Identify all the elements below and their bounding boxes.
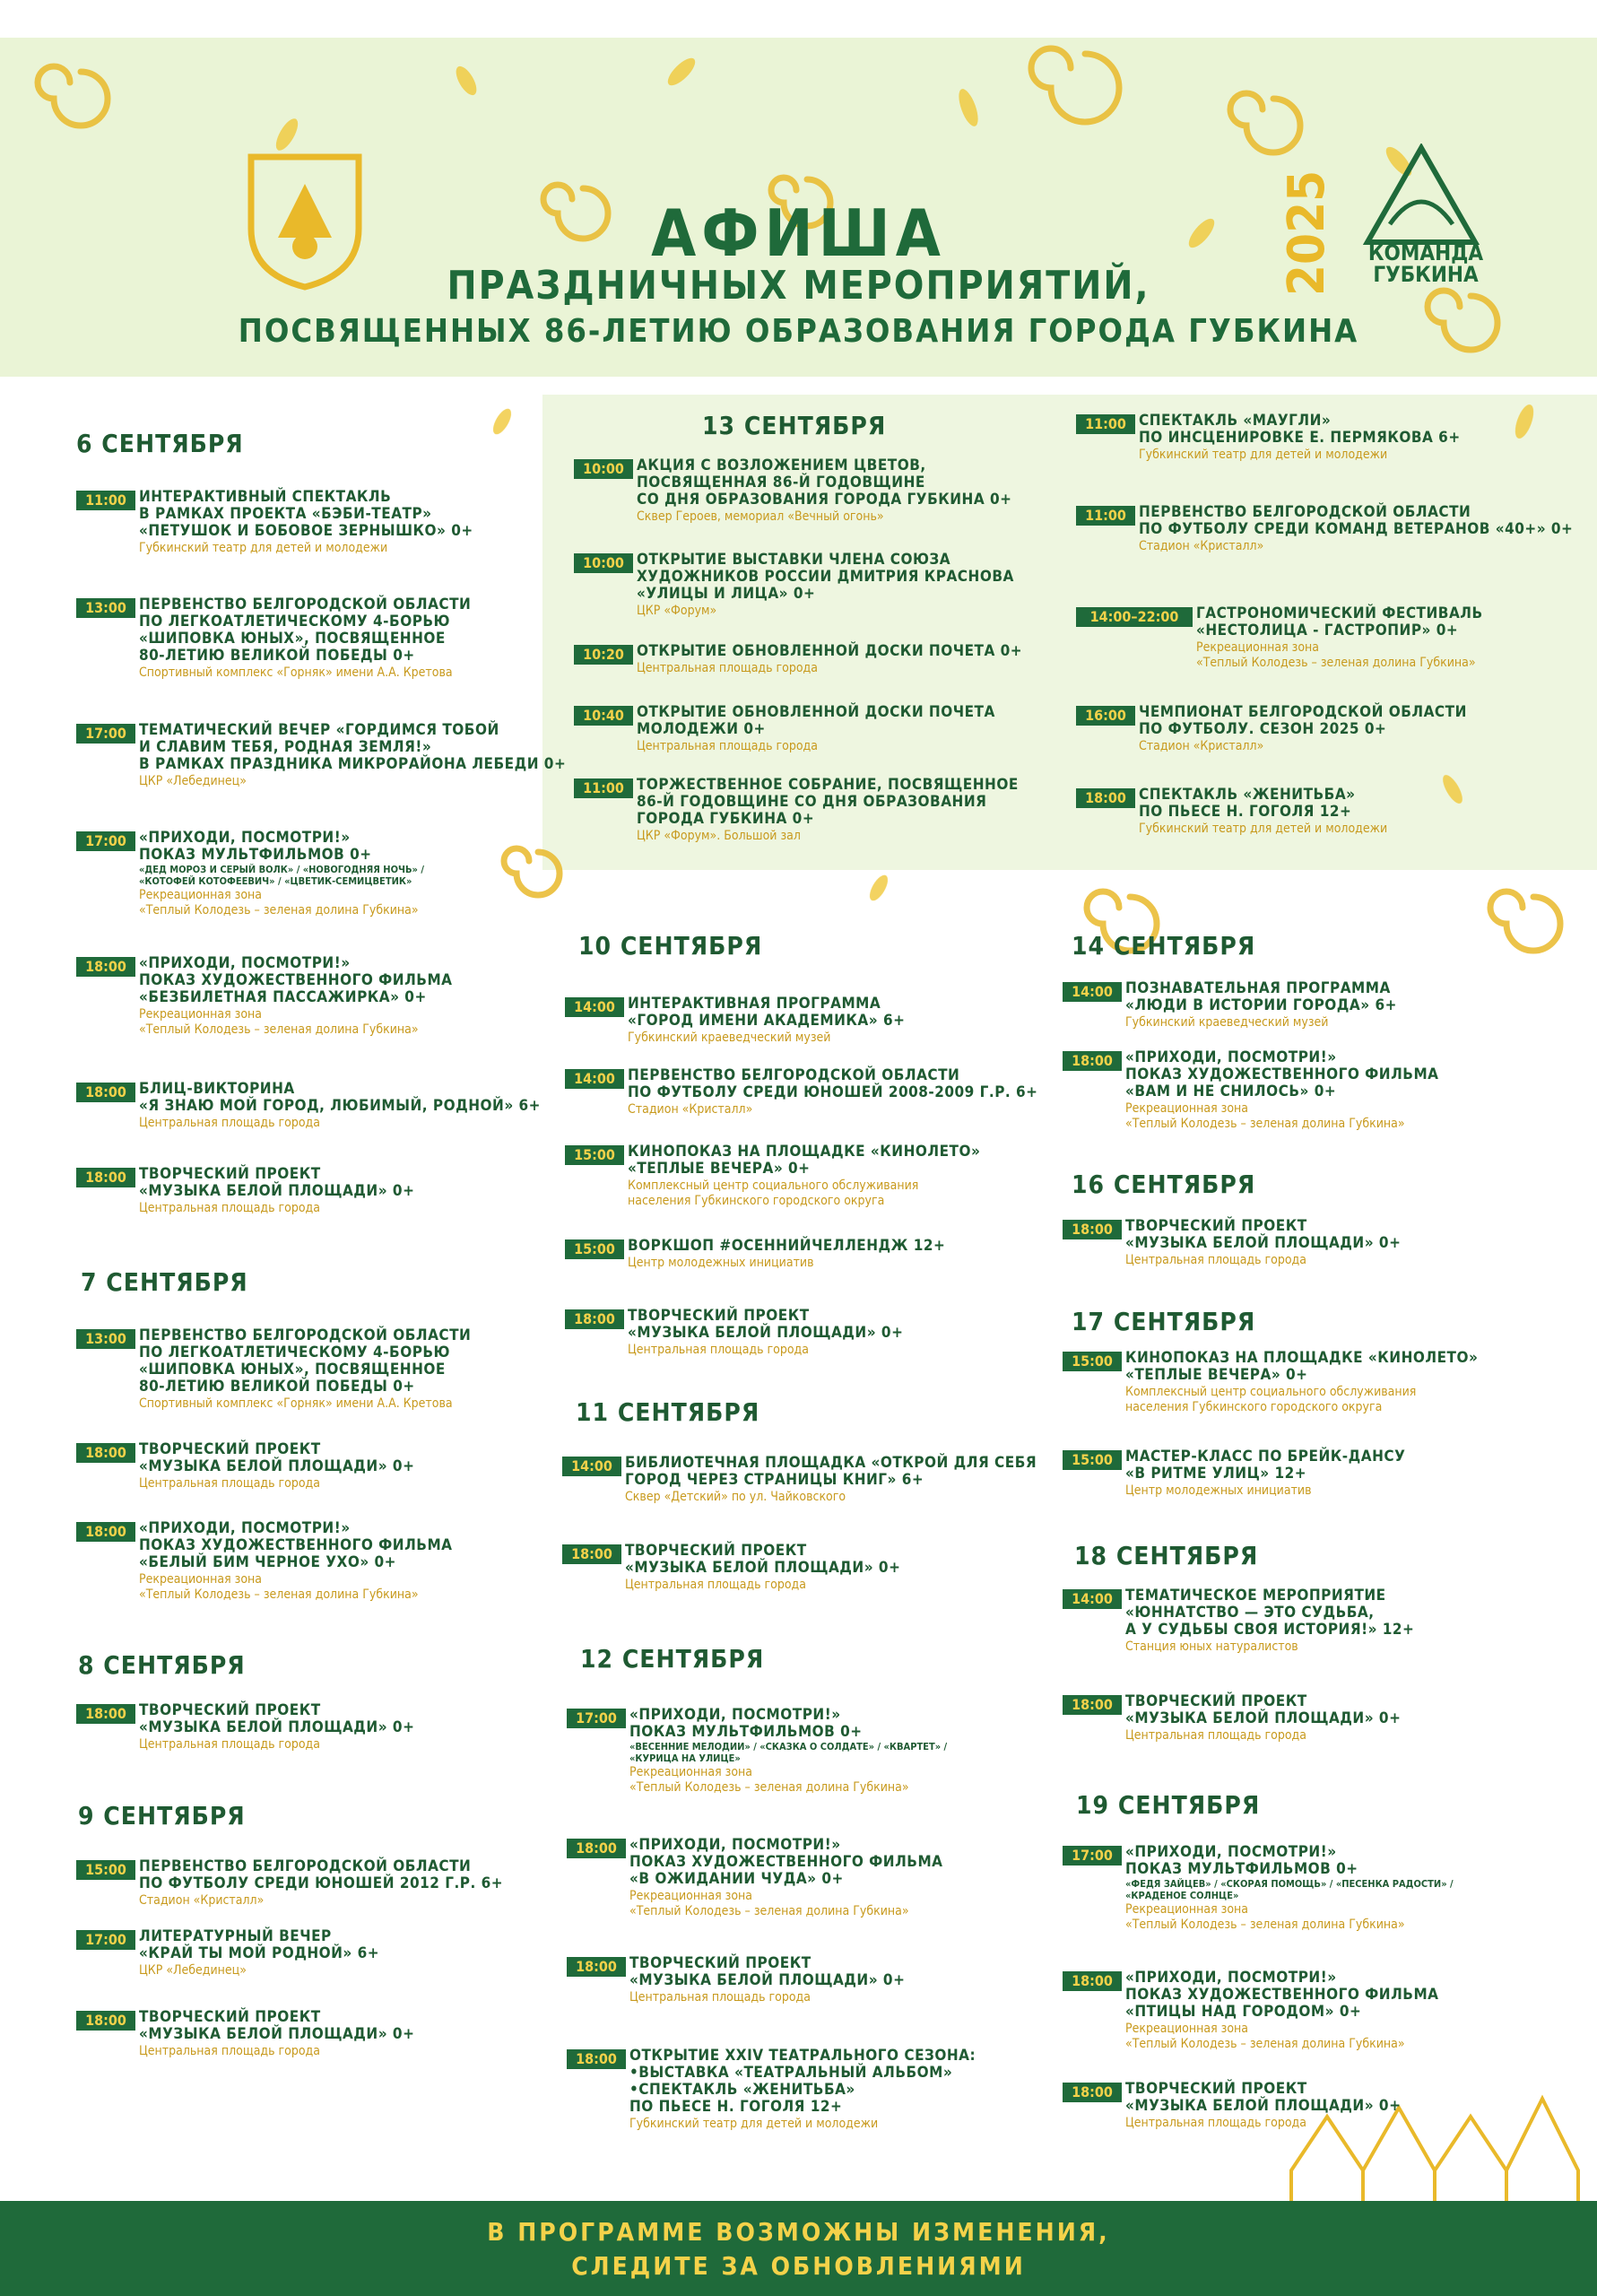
event-venue: Комплексный центр социального обслуживания населения Губкинского городского округа bbox=[1125, 1385, 1417, 1414]
event-venue: ЦКР «Форум». Большой зал bbox=[637, 829, 801, 843]
event-venue: Рекреационная зона «Теплый Колодезь – зеленая долина Губкина» bbox=[139, 1572, 419, 1602]
event-item bbox=[76, 1928, 641, 1979]
event-venue: Губкинский театр для детей и молодежи bbox=[1139, 822, 1388, 836]
event-venue: Рекреационная зона «Теплый Колодезь – зеленая долина Губкина» bbox=[629, 1765, 909, 1795]
event-time-badge: 13:00 bbox=[76, 598, 135, 618]
event-venue: ЦКР «Лебединец» bbox=[139, 774, 247, 788]
event-time-badge: 13:00 bbox=[76, 1329, 135, 1349]
event-venue: Рекреационная зона «Теплый Колодезь – зеленая долина Губкина» bbox=[1125, 1101, 1405, 1131]
event-time-badge: 17:00 bbox=[1063, 1846, 1122, 1866]
event-venue: Центральная площадь города bbox=[1125, 1253, 1306, 1267]
event-item bbox=[574, 457, 1139, 525]
event-time-badge: 15:00 bbox=[565, 1239, 624, 1259]
event-venue: Сквер Героев, мемориал «Вечный огонь» bbox=[637, 509, 884, 524]
event-time-badge: 15:00 bbox=[1063, 1352, 1122, 1371]
event-item bbox=[567, 2048, 1132, 2132]
event-item bbox=[1076, 787, 1597, 837]
event-time-badge: 15:00 bbox=[1063, 1450, 1122, 1470]
event-title: БЛИЦ-ВИКТОРИНА «Я ЗНАЮ МОЙ ГОРОД, ЛЮБИМЫЙ, РОДНОЙ» 6+ bbox=[139, 1080, 541, 1115]
event-item bbox=[1063, 1693, 1597, 1744]
day-heading: 11 СЕНТЯБРЯ bbox=[576, 1397, 760, 1427]
event-title: ЧЕМПИОНАТ БЕЛГОРОДСКОЙ ОБЛАСТИ ПО ФУТБОЛУ. СЕЗОН 2025 0+ bbox=[1139, 703, 1467, 738]
event-venue: Центр молодежных инициатив bbox=[628, 1256, 814, 1270]
year-badge: 2025 bbox=[1278, 170, 1336, 296]
event-time-badge: 18:00 bbox=[567, 1957, 626, 1977]
event-venue: Стадион «Кристалл» bbox=[139, 1893, 265, 1908]
event-venue: Центральная площадь города bbox=[1125, 1728, 1306, 1743]
event-venue: Рекреационная зона «Теплый Колодезь – зеленая долина Губкина» bbox=[1125, 2022, 1405, 2051]
event-venue: Губкинский краеведческий музей bbox=[628, 1031, 831, 1045]
event-item bbox=[1076, 704, 1597, 754]
event-title: ГАСТРОНОМИЧЕСКИЙ ФЕСТИВАЛЬ «НЕСТОЛИЦА - ГАСТРОПИР» 0+ bbox=[1196, 604, 1483, 639]
event-title: «ПРИХОДИ, ПОСМОТРИ!» ПОКАЗ ХУДОЖЕСТВЕННОГО ФИЛЬМА «ВАМ И НЕ СНИЛОСЬ» 0+ bbox=[1125, 1048, 1439, 1100]
day-heading: 9 СЕНТЯБРЯ bbox=[78, 1801, 246, 1831]
event-venue: ЦКР «Форум» bbox=[637, 604, 717, 618]
event-item bbox=[565, 996, 1130, 1046]
day-heading: 8 СЕНТЯБРЯ bbox=[78, 1650, 246, 1680]
event-title: «ПРИХОДИ, ПОСМОТРИ!» ПОКАЗ МУЛЬТФИЛЬМОВ 0+ bbox=[629, 1706, 863, 1741]
event-venue: Центральная площадь города bbox=[637, 661, 818, 675]
event-item bbox=[567, 1955, 1132, 2005]
event-item bbox=[574, 704, 1139, 754]
event-time-badge: 18:00 bbox=[1063, 1695, 1122, 1715]
event-time-badge: 18:00 bbox=[1063, 1971, 1122, 1991]
day-heading: 19 СЕНТЯБРЯ bbox=[1076, 1790, 1261, 1820]
event-time-badge: 11:00 bbox=[1076, 506, 1135, 526]
event-venue: Центральная площадь города bbox=[637, 739, 818, 753]
event-time-badge: 14:00–22:00 bbox=[1076, 607, 1193, 627]
event-title: ТВОРЧЕСКИЙ ПРОЕКТ «МУЗЫКА БЕЛОЙ ПЛОЩАДИ» 0+ bbox=[1125, 1217, 1402, 1252]
event-title: ПЕРВЕНСТВО БЕЛГОРОДСКОЙ ОБЛАСТИ ПО ФУТБОЛУ СРЕДИ ЮНОШЕЙ 2012 Г.Р. 6+ bbox=[139, 1857, 504, 1892]
event-venue: Комплексный центр социального обслуживания населения Губкинского городского округа bbox=[628, 1178, 919, 1208]
event-time-badge: 14:00 bbox=[562, 1457, 621, 1476]
event-title: «ПРИХОДИ, ПОСМОТРИ!» ПОКАЗ МУЛЬТФИЛЬМОВ 0+ bbox=[139, 829, 372, 864]
event-venue: ЦКР «Лебединец» bbox=[139, 1963, 247, 1978]
event-title: ОТКРЫТИЕ ОБНОВЛЕННОЙ ДОСКИ ПОЧЕТА МОЛОДЕЖИ 0+ bbox=[637, 703, 995, 738]
page-subtitle-2: ПОСВЯЩЕННЫХ 86-ЛЕТИЮ ОБРАЗОВАНИЯ ГОРОДА ГУБКИНА bbox=[238, 313, 1359, 350]
event-time-badge: 11:00 bbox=[76, 491, 135, 510]
event-time-badge: 14:00 bbox=[1063, 982, 1122, 1002]
event-title: ТВОРЧЕСКИЙ ПРОЕКТ «МУЗЫКА БЕЛОЙ ПЛОЩАДИ» 0+ bbox=[139, 1440, 415, 1475]
event-title: ТВОРЧЕСКИЙ ПРОЕКТ «МУЗЫКА БЕЛОЙ ПЛОЩАДИ» 0+ bbox=[625, 1542, 901, 1577]
event-item bbox=[1063, 2081, 1597, 2131]
event-title: ТЕМАТИЧЕСКОЕ МЕРОПРИЯТИЕ «ЮННАТСТВО — ЭТО СУДЬБА, А У СУДЬБЫ СВОЯ ИСТОРИЯ!» 12+ bbox=[1125, 1587, 1415, 1639]
page-title: АФИША bbox=[651, 196, 946, 271]
footer-line-1: В ПРОГРАММЕ ВОЗМОЖНЫ ИЗМЕНЕНИЯ, bbox=[487, 2217, 1110, 2247]
event-venue: Спортивный комплекс «Горняк» имени А.А. Кретова bbox=[139, 665, 453, 680]
event-title: ТВОРЧЕСКИЙ ПРОЕКТ «МУЗЫКА БЕЛОЙ ПЛОЩАДИ» 0+ bbox=[139, 2008, 415, 2043]
event-time-badge: 18:00 bbox=[76, 1443, 135, 1463]
event-time-badge: 10:00 bbox=[574, 459, 633, 479]
event-time-badge: 18:00 bbox=[565, 1309, 624, 1329]
event-item bbox=[1063, 1350, 1597, 1415]
event-venue: Рекреационная зона «Теплый Колодезь – зеленая долина Губкина» bbox=[139, 1007, 419, 1037]
event-venue: Рекреационная зона «Теплый Колодезь – зеленая долина Губкина» bbox=[1196, 640, 1476, 670]
event-item bbox=[574, 777, 1139, 844]
day-heading: 10 СЕНТЯБРЯ bbox=[578, 931, 763, 961]
event-item bbox=[1063, 1587, 1597, 1655]
event-item bbox=[76, 1441, 641, 1492]
event-title: МАСТЕР-КЛАСС ПО БРЕЙК-ДАНСУ «В РИТМЕ УЛИЦ» 12+ bbox=[1125, 1448, 1406, 1483]
event-item bbox=[562, 1543, 1127, 1593]
event-time-badge: 17:00 bbox=[76, 1930, 135, 1950]
event-time-badge: 18:00 bbox=[1063, 1051, 1122, 1071]
event-time-badge: 18:00 bbox=[562, 1544, 621, 1564]
event-item bbox=[76, 1081, 641, 1131]
day-heading: 14 СЕНТЯБРЯ bbox=[1072, 931, 1256, 961]
event-time-badge: 18:00 bbox=[76, 1083, 135, 1102]
event-title: ТВОРЧЕСКИЙ ПРОЕКТ «МУЗЫКА БЕЛОЙ ПЛОЩАДИ» 0+ bbox=[139, 1165, 415, 1200]
event-time-badge: 16:00 bbox=[1076, 706, 1135, 726]
event-item bbox=[1063, 1049, 1597, 1132]
event-time-badge: 10:00 bbox=[574, 553, 633, 573]
event-title: ТВОРЧЕСКИЙ ПРОЕКТ «МУЗЫКА БЕЛОЙ ПЛОЩАДИ» 0+ bbox=[628, 1307, 904, 1342]
event-title: СПЕКТАКЛЬ «МАУГЛИ» ПО ИНСЦЕНИРОВКЕ Е. ПЕРМЯКОВА 6+ bbox=[1139, 412, 1461, 447]
event-title: КИНОПОКАЗ НА ПЛОЩАДКЕ «КИНОЛЕТО» «ТЕПЛЫЕ ВЕЧЕРА» 0+ bbox=[1125, 1349, 1479, 1384]
event-time-badge: 10:20 bbox=[574, 645, 633, 665]
event-item bbox=[574, 643, 1139, 676]
event-venue: Центральная площадь города bbox=[628, 1343, 809, 1357]
day-heading: 12 СЕНТЯБРЯ bbox=[580, 1644, 765, 1674]
event-item bbox=[567, 1707, 1132, 1796]
event-time-badge: 18:00 bbox=[1063, 2083, 1122, 2102]
event-item bbox=[567, 1837, 1132, 1919]
event-venue: Стадион «Кристалл» bbox=[1139, 739, 1264, 753]
event-item bbox=[76, 2009, 641, 2059]
event-venue: Рекреационная зона «Теплый Колодезь – зеленая долина Губкина» bbox=[139, 888, 419, 918]
event-title: ОТКРЫТИЕ XXIV ТЕАТРАЛЬНОГО СЕЗОНА: •ВЫСТАВКА «ТЕАТРАЛЬНЫЙ АЛЬБОМ» •СПЕКТАКЛЬ «ЖЕНИТЬБА» ПО ПЬЕСЕ Н. ГОГОЛЯ 12+ bbox=[629, 2047, 976, 2116]
event-title: ИНТЕРАКТИВНАЯ ПРОГРАММА «ГОРОД ИМЕНИ АКАДЕМИКА» 6+ bbox=[628, 995, 906, 1030]
event-time-badge: 18:00 bbox=[567, 1839, 626, 1858]
event-item bbox=[76, 1327, 641, 1412]
event-title: ОТКРЫТИЕ ВЫСТАВКИ ЧЛЕНА СОЮЗА ХУДОЖНИКОВ РОССИИ ДМИТРИЯ КРАСНОВА «УЛИЦЫ И ЛИЦА» 0+ bbox=[637, 551, 1014, 603]
event-title: ТВОРЧЕСКИЙ ПРОЕКТ «МУЗЫКА БЕЛОЙ ПЛОЩАДИ» 0+ bbox=[629, 1954, 906, 1989]
event-time-badge: 10:40 bbox=[574, 706, 633, 726]
event-item bbox=[1063, 1844, 1597, 1933]
day-heading: 7 СЕНТЯБРЯ bbox=[81, 1267, 248, 1297]
page-subtitle-1: ПРАЗДНИЧНЫХ МЕРОПРИЯТИЙ, bbox=[447, 263, 1150, 309]
event-title: ПЕРВЕНСТВО БЕЛГОРОДСКОЙ ОБЛАСТИ ПО ФУТБОЛУ СРЕДИ ЮНОШЕЙ 2008-2009 Г.Р. 6+ bbox=[628, 1066, 1038, 1101]
event-item bbox=[565, 1144, 1130, 1209]
event-title: «ПРИХОДИ, ПОСМОТРИ!» ПОКАЗ ХУДОЖЕСТВЕННОГО ФИЛЬМА «БЕЗБИЛЕТНАЯ ПАССАЖИРКА» 0+ bbox=[139, 954, 453, 1006]
event-item bbox=[1063, 1448, 1597, 1499]
event-item bbox=[76, 722, 641, 789]
day-heading: 6 СЕНТЯБРЯ bbox=[76, 429, 244, 458]
event-title: СПЕКТАКЛЬ «ЖЕНИТЬБА» ПО ПЬЕСЕ Н. ГОГОЛЯ 12+ bbox=[1139, 786, 1356, 821]
footer-banner bbox=[0, 2201, 1597, 2296]
event-item bbox=[76, 596, 641, 681]
event-venue: Губкинский театр для детей и молодежи bbox=[629, 2117, 879, 2131]
event-time-badge: 18:00 bbox=[76, 1522, 135, 1542]
footer-line-2: СЛЕДИТЕ ЗА ОБНОВЛЕНИЯМИ bbox=[571, 2251, 1026, 2281]
event-time-badge: 18:00 bbox=[567, 2049, 626, 2069]
event-venue: Центральная площадь города bbox=[139, 1737, 320, 1752]
event-title: ИНТЕРАКТИВНЫЙ СПЕКТАКЛЬ В РАМКАХ ПРОЕКТА «БЭБИ-ТЕАТР» «ПЕТУШОК И БОБОВОЕ ЗЕРНЫШКО» 0+ bbox=[139, 488, 473, 540]
event-time-badge: 18:00 bbox=[76, 1168, 135, 1187]
event-item bbox=[1063, 1970, 1597, 2052]
event-title: ОТКРЫТИЕ ОБНОВЛЕННОЙ ДОСКИ ПОЧЕТА 0+ bbox=[637, 642, 1023, 660]
event-item bbox=[76, 1166, 641, 1216]
event-venue: Сквер «Детский» по ул. Чайковского bbox=[625, 1490, 846, 1504]
event-title: ТОРЖЕСТВЕННОЕ СОБРАНИЕ, ПОСВЯЩЕННОЕ 86-Й ГОДОВЩИНЕ СО ДНЯ ОБРАЗОВАНИЯ ГОРОДА ГУБКИНА 0+ bbox=[637, 776, 1019, 828]
event-venue: Рекреационная зона «Теплый Колодезь – зеленая долина Губкина» bbox=[629, 1889, 909, 1918]
event-venue: Стадион «Кристалл» bbox=[1139, 539, 1264, 553]
event-item bbox=[1076, 605, 1597, 671]
event-time-badge: 15:00 bbox=[76, 1860, 135, 1880]
event-title: КИНОПОКАЗ НА ПЛОЩАДКЕ «КИНОЛЕТО» «ТЕПЛЫЕ ВЕЧЕРА» 0+ bbox=[628, 1143, 981, 1178]
event-time-badge: 11:00 bbox=[1076, 414, 1135, 434]
event-time-badge: 17:00 bbox=[567, 1709, 626, 1728]
event-title: ПЕРВЕНСТВО БЕЛГОРОДСКОЙ ОБЛАСТИ ПО ФУТБОЛУ СРЕДИ КОМАНД ВЕТЕРАНОВ «40+» 0+ bbox=[1139, 503, 1574, 538]
event-item bbox=[76, 489, 641, 556]
event-venue: Центральная площадь города bbox=[629, 1990, 811, 2005]
event-title: ТВОРЧЕСКИЙ ПРОЕКТ «МУЗЫКА БЕЛОЙ ПЛОЩАДИ» 0+ bbox=[1125, 1692, 1402, 1727]
event-subtitle: «ФЕДЯ ЗАЙЦЕВ» / «СКОРАЯ ПОМОЩЬ» / «ПЕСЕНКА РАДОСТИ» / «КРАДЕНОЕ СОЛНЦЕ» bbox=[1125, 1878, 1454, 1901]
event-venue: Центральная площадь города bbox=[139, 2044, 320, 2058]
event-time-badge: 17:00 bbox=[76, 831, 135, 851]
event-subtitle: «ВЕСЕННИЕ МЕЛОДИИ» / «СКАЗКА О СОЛДАТЕ» / «КВАРТЕТ» / «КУРИЦА НА УЛИЦЕ» bbox=[629, 1741, 948, 1764]
event-item bbox=[562, 1455, 1127, 1505]
event-title: ВОРКШОП #ОСЕННИЙЧЕЛЛЕНДЖ 12+ bbox=[628, 1237, 946, 1255]
event-venue: Центральная площадь города bbox=[139, 1201, 320, 1215]
event-title: БИБЛИОТЕЧНАЯ ПЛОЩАДКА «ОТКРОЙ ДЛЯ СЕБЯ ГОРОД ЧЕРЕЗ СТРАНИЦЫ КНИГ» 6+ bbox=[625, 1454, 1037, 1489]
event-item bbox=[1076, 504, 1597, 554]
event-item bbox=[76, 1858, 641, 1909]
event-venue: Центр молодежных инициатив bbox=[1125, 1483, 1312, 1498]
event-item bbox=[76, 830, 641, 918]
event-item bbox=[565, 1238, 1130, 1271]
event-item bbox=[565, 1308, 1130, 1358]
team-logo-text: КОМАНДА ГУБКИНА bbox=[1367, 240, 1484, 287]
event-venue: Станция юных натуралистов bbox=[1125, 1639, 1298, 1654]
event-title: ЛИТЕРАТУРНЫЙ ВЕЧЕР «КРАЙ ТЫ МОЙ РОДНОЙ» 6+ bbox=[139, 1927, 380, 1962]
event-time-badge: 18:00 bbox=[1063, 1220, 1122, 1239]
event-venue: Губкинский театр для детей и молодежи bbox=[1139, 448, 1388, 462]
event-item bbox=[1076, 413, 1597, 463]
event-title: ПОЗНАВАТЕЛЬНАЯ ПРОГРАММА «ЛЮДИ В ИСТОРИИ ГОРОДА» 6+ bbox=[1125, 979, 1397, 1014]
event-venue: Спортивный комплекс «Горняк» имени А.А. Кретова bbox=[139, 1396, 453, 1411]
event-venue: Губкинский театр для детей и молодежи bbox=[139, 541, 388, 555]
event-time-badge: 17:00 bbox=[76, 724, 135, 744]
day-heading: 17 СЕНТЯБРЯ bbox=[1072, 1307, 1256, 1336]
event-time-badge: 18:00 bbox=[76, 957, 135, 977]
event-venue: Стадион «Кристалл» bbox=[628, 1102, 753, 1117]
event-item bbox=[574, 552, 1139, 619]
day-heading: 18 СЕНТЯБРЯ bbox=[1074, 1541, 1259, 1570]
event-item bbox=[76, 1702, 641, 1752]
event-item bbox=[1063, 980, 1597, 1031]
event-title: ТЕМАТИЧЕСКИЙ ВЕЧЕР «ГОРДИМСЯ ТОБОЙ И СЛАВИМ ТЕБЯ, РОДНАЯ ЗЕМЛЯ!» В РАМКАХ ПРАЗДНИКА МИКРОРАЙОНА ЛЕБЕДИ 0+ bbox=[139, 721, 567, 773]
event-venue: Центральная площадь города bbox=[1125, 2116, 1306, 2130]
event-title: ТВОРЧЕСКИЙ ПРОЕКТ «МУЗЫКА БЕЛОЙ ПЛОЩАДИ» 0+ bbox=[1125, 2080, 1402, 2115]
event-time-badge: 14:00 bbox=[565, 1069, 624, 1089]
event-time-badge: 15:00 bbox=[565, 1145, 624, 1165]
event-venue: Центральная площадь города bbox=[139, 1476, 320, 1491]
event-item bbox=[565, 1067, 1130, 1118]
event-title: «ПРИХОДИ, ПОСМОТРИ!» ПОКАЗ ХУДОЖЕСТВЕННОГО ФИЛЬМА «БЕЛЫЙ БИМ ЧЕРНОЕ УХО» 0+ bbox=[139, 1519, 453, 1571]
day-heading: 16 СЕНТЯБРЯ bbox=[1072, 1170, 1256, 1199]
event-time-badge: 14:00 bbox=[565, 997, 624, 1017]
event-item bbox=[76, 955, 641, 1038]
event-venue: Центральная площадь города bbox=[625, 1578, 806, 1592]
event-time-badge: 18:00 bbox=[1076, 788, 1135, 808]
event-title: «ПРИХОДИ, ПОСМОТРИ!» ПОКАЗ ХУДОЖЕСТВЕННОГО ФИЛЬМА «В ОЖИДАНИИ ЧУДА» 0+ bbox=[629, 1836, 943, 1888]
event-title: ПЕРВЕНСТВО БЕЛГОРОДСКОЙ ОБЛАСТИ ПО ЛЕГКОАТЛЕТИЧЕСКОМУ 4-БОРЬЮ «ШИПОВКА ЮНЫХ», ПОСВЯЩЕННОЕ 80-ЛЕТИЮ ВЕЛИКОЙ ПОБЕДЫ 0+ bbox=[139, 596, 472, 665]
event-title: АКЦИЯ С ВОЗЛОЖЕНИЕМ ЦВЕТОВ, ПОСВЯЩЕННАЯ 86-Й ГОДОВЩИНЕ СО ДНЯ ОБРАЗОВАНИЯ ГОРОДА ГУБКИНА 0+ bbox=[637, 457, 1012, 509]
event-subtitle: «ДЕД МОРОЗ И СЕРЫЙ ВОЛК» / «НОВОГОДНЯЯ НОЧЬ» / «КОТОФЕЙ КОТОФЕЕВИЧ» / «ЦВЕТИК-СЕМИЦВЕТИК» bbox=[139, 864, 424, 887]
event-time-badge: 11:00 bbox=[574, 778, 633, 798]
event-item bbox=[76, 1520, 641, 1603]
event-venue: Рекреационная зона «Теплый Колодезь – зеленая долина Губкина» bbox=[1125, 1902, 1405, 1932]
event-item bbox=[1063, 1218, 1597, 1268]
event-venue: Губкинский краеведческий музей bbox=[1125, 1015, 1329, 1030]
event-title: «ПРИХОДИ, ПОСМОТРИ!» ПОКАЗ МУЛЬТФИЛЬМОВ 0+ bbox=[1125, 1843, 1358, 1878]
day-heading: 13 СЕНТЯБРЯ bbox=[702, 411, 887, 440]
event-title: ПЕРВЕНСТВО БЕЛГОРОДСКОЙ ОБЛАСТИ ПО ЛЕГКОАТЛЕТИЧЕСКОМУ 4-БОРЬЮ «ШИПОВКА ЮНЫХ», ПОСВЯЩЕННОЕ 80-ЛЕТИЮ ВЕЛИКОЙ ПОБЕДЫ 0+ bbox=[139, 1326, 472, 1396]
event-time-badge: 18:00 bbox=[76, 2011, 135, 2031]
event-venue: Центральная площадь города bbox=[139, 1116, 320, 1130]
event-title: ТВОРЧЕСКИЙ ПРОЕКТ «МУЗЫКА БЕЛОЙ ПЛОЩАДИ» 0+ bbox=[139, 1701, 415, 1736]
event-time-badge: 18:00 bbox=[76, 1704, 135, 1724]
event-time-badge: 14:00 bbox=[1063, 1589, 1122, 1609]
event-title: «ПРИХОДИ, ПОСМОТРИ!» ПОКАЗ ХУДОЖЕСТВЕННОГО ФИЛЬМА «ПТИЦЫ НАД ГОРОДОМ» 0+ bbox=[1125, 1969, 1439, 2021]
